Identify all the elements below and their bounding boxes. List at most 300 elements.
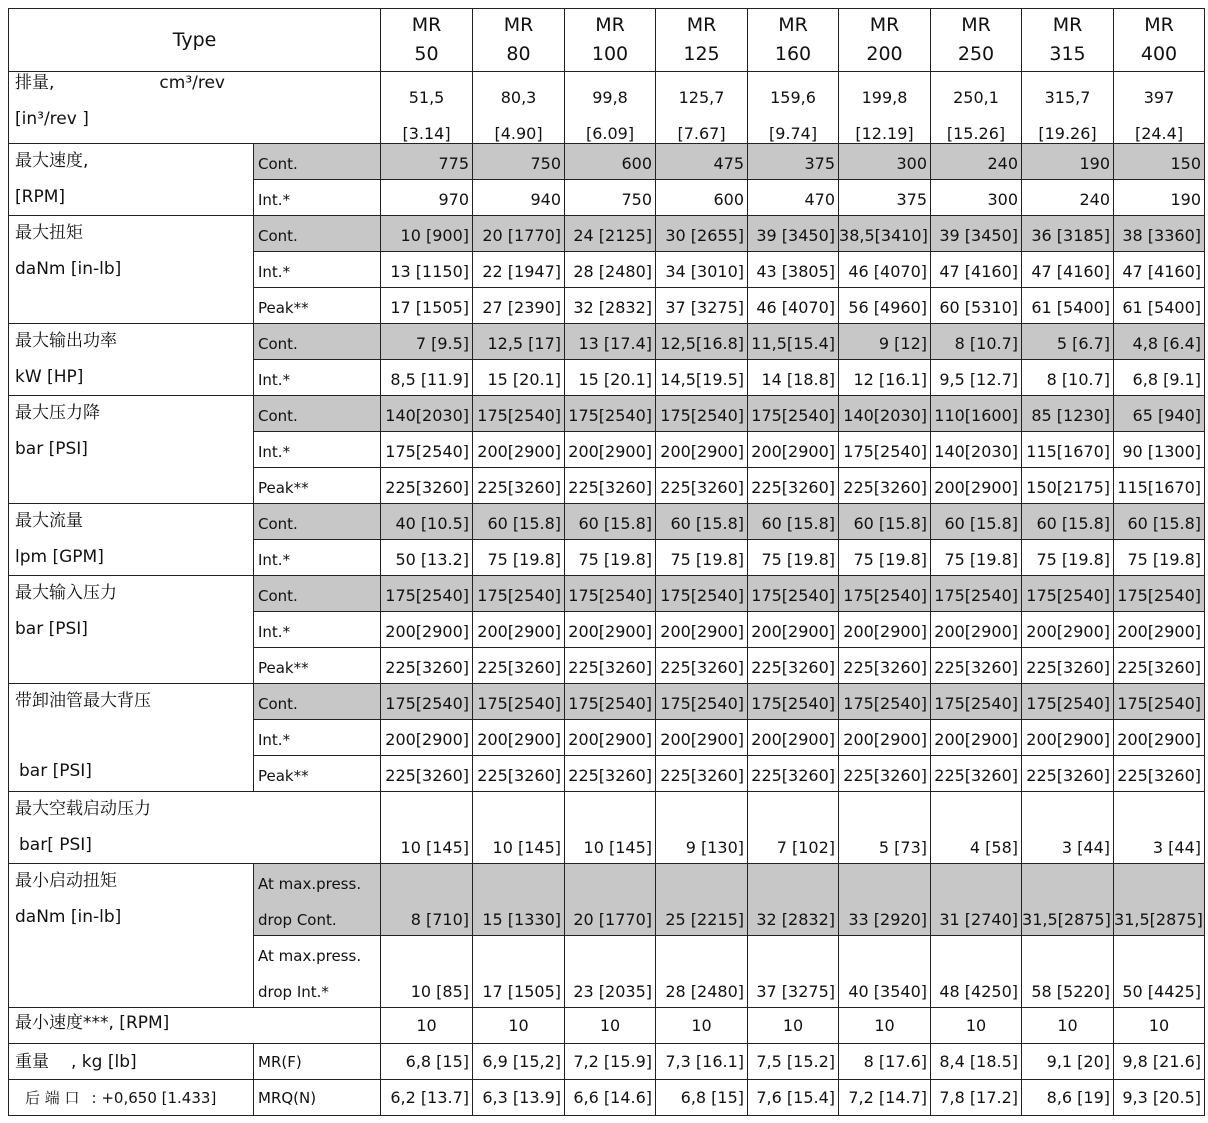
condition-label: Cont. — [254, 576, 381, 612]
value-cell: 175[2540] — [656, 576, 748, 612]
condition-label: Cont. — [254, 324, 381, 360]
value-cell: 225[3260] — [1114, 756, 1205, 792]
value-cell: 225[3260] — [473, 648, 565, 684]
value-cell: 225[3260] — [656, 648, 748, 684]
param-label — [9, 684, 254, 792]
value-cell: 600 — [565, 144, 656, 180]
value-cell: 31,5[2875] — [1114, 864, 1205, 936]
displacement-cell — [656, 72, 748, 144]
value-cell: 200[2900] — [381, 720, 473, 756]
displacement-value-in: [12.19] — [855, 124, 914, 143]
value-cell: 240 — [1022, 180, 1114, 216]
value-cell: 200[2900] — [748, 720, 839, 756]
value-cell: 33 [2920] — [839, 864, 931, 936]
value-cell: 200[2900] — [839, 612, 931, 648]
value-cell: 6,3 [13.9] — [473, 1080, 565, 1116]
param-name: 带卸油管最大背压 — [15, 691, 151, 711]
value-cell: 200[2900] — [565, 720, 656, 756]
value-cell: 10 [85] — [381, 936, 473, 1008]
displacement-label — [9, 72, 381, 144]
value-cell: 10 — [931, 1008, 1022, 1044]
param-label — [9, 396, 254, 504]
condition-label: Cont. — [254, 684, 381, 720]
condition-label: Peak** — [254, 756, 381, 792]
value-cell: 225[3260] — [381, 756, 473, 792]
value-cell: 48 [4250] — [931, 936, 1022, 1008]
value-cell: 14,5[19.5] — [656, 360, 748, 396]
condition-label: Int.* — [254, 360, 381, 396]
value-cell: 175[2540] — [473, 396, 565, 432]
value-cell: 9,5 [12.7] — [931, 360, 1022, 396]
type-header: Type — [9, 9, 381, 72]
rear-port-line — [15, 1089, 253, 1107]
value-cell: 10 — [839, 1008, 931, 1044]
value-cell: 75 [19.8] — [565, 540, 656, 576]
value-cell: 75 [19.8] — [748, 540, 839, 576]
value-cell: 200[2900] — [565, 432, 656, 468]
value-cell: 175[2540] — [1114, 576, 1205, 612]
param-name: 最大输出功率 — [15, 331, 117, 351]
displacement-cell — [931, 72, 1022, 144]
header-row — [9, 9, 1205, 72]
value-cell: 15 [20.1] — [473, 360, 565, 396]
value-cell: 7,2 [14.7] — [839, 1080, 931, 1116]
value-cell: 28 [2480] — [656, 936, 748, 1008]
value-cell: 200[2900] — [931, 612, 1022, 648]
value-cell: 115[1670] — [1022, 432, 1114, 468]
no-load-start-row — [9, 792, 1205, 864]
value-cell: 75 [19.8] — [473, 540, 565, 576]
value-cell: 200[2900] — [1022, 612, 1114, 648]
value-cell: 200[2900] — [931, 720, 1022, 756]
value-cell: 140[2030] — [839, 396, 931, 432]
value-cell: 7,3 [16.1] — [656, 1044, 748, 1080]
model-header — [1114, 9, 1205, 72]
value-cell: 190 — [1114, 180, 1205, 216]
value-cell: 4,8 [6.4] — [1114, 324, 1205, 360]
value-cell: 200[2900] — [473, 432, 565, 468]
value-cell: 225[3260] — [656, 468, 748, 504]
model-prefix: MR — [411, 14, 442, 36]
value-cell: 8 [710] — [381, 864, 473, 936]
value-cell: 175[2540] — [1114, 684, 1205, 720]
value-cell: 32 [2832] — [748, 864, 839, 936]
min-speed-label: 最小速度***, [RPM] — [9, 1008, 381, 1044]
variant-label: MRQ(N) — [254, 1080, 381, 1116]
value-cell: 58 [5220] — [1022, 936, 1114, 1008]
value-cell: 175[2540] — [931, 576, 1022, 612]
value-cell: 37 [3275] — [748, 936, 839, 1008]
value-cell: 10 — [748, 1008, 839, 1044]
value-cell: 200[2900] — [1114, 720, 1205, 756]
value-cell: 46 [4070] — [839, 252, 931, 288]
displacement-value-in: [15.26] — [946, 124, 1006, 143]
param-row — [9, 324, 1205, 360]
value-cell: 50 [13.2] — [381, 540, 473, 576]
value-cell: 6,9 [15,2] — [473, 1044, 565, 1080]
condition-label: Int.* — [254, 432, 381, 468]
model-prefix: MR — [869, 14, 900, 36]
displacement-value: 125,7 — [678, 88, 725, 107]
value-cell: 36 [3185] — [1022, 216, 1114, 252]
value-cell: 13 [1150] — [381, 252, 473, 288]
value-cell: 75 [19.8] — [1022, 540, 1114, 576]
value-cell: 200[2900] — [748, 432, 839, 468]
rear-port-value: : +0,650 [1.433] — [91, 1088, 217, 1107]
value-cell: 34 [3010] — [656, 252, 748, 288]
value-cell: 175[2540] — [565, 396, 656, 432]
value-cell: 200[2900] — [381, 612, 473, 648]
value-cell: 60 [15.8] — [656, 504, 748, 540]
model-header — [565, 9, 656, 72]
displacement-unit: cm³/rev — [159, 73, 225, 93]
value-cell: 475 — [656, 144, 748, 180]
value-cell: 375 — [748, 144, 839, 180]
weight-label — [9, 1080, 254, 1116]
value-cell: 11,5[15.4] — [748, 324, 839, 360]
model-header — [1022, 9, 1114, 72]
param-unit: kW [HP] — [15, 367, 84, 387]
value-cell: 225[3260] — [656, 756, 748, 792]
condition-label — [254, 936, 381, 1008]
value-cell: 200[2900] — [656, 720, 748, 756]
value-cell: 10 [145] — [473, 792, 565, 864]
value-cell: 200[2900] — [839, 720, 931, 756]
value-cell: 30 [2655] — [656, 216, 748, 252]
condition-line1: At max.press. — [258, 947, 362, 965]
value-cell: 60 [15.8] — [1114, 504, 1205, 540]
value-cell: 175[2540] — [839, 432, 931, 468]
model-prefix: MR — [778, 14, 808, 36]
value-cell: 775 — [381, 144, 473, 180]
model-prefix: MR — [961, 14, 991, 36]
model-size: 250 — [957, 43, 995, 65]
value-cell: 60 [15.8] — [1022, 504, 1114, 540]
value-cell: 175[2540] — [381, 684, 473, 720]
value-cell: 40 [10.5] — [381, 504, 473, 540]
value-cell: 8 [10.7] — [1022, 360, 1114, 396]
value-cell: 225[3260] — [748, 648, 839, 684]
displacement-value-in: [24.4] — [1134, 124, 1184, 143]
value-cell: 75 [19.8] — [839, 540, 931, 576]
value-cell: 175[2540] — [931, 684, 1022, 720]
value-cell: 46 [4070] — [748, 288, 839, 324]
param-name: 最大压力降 — [15, 403, 100, 423]
param-unit: [RPM] — [15, 187, 65, 207]
value-cell: 60 [5310] — [931, 288, 1022, 324]
value-cell: 7,8 [17.2] — [931, 1080, 1022, 1116]
value-cell: 7,2 [15.9] — [565, 1044, 656, 1080]
value-cell: 12,5[16.8] — [656, 324, 748, 360]
condition-label: Int.* — [254, 720, 381, 756]
value-cell: 375 — [839, 180, 931, 216]
model-size: 400 — [1140, 43, 1178, 65]
value-cell: 175[2540] — [748, 576, 839, 612]
value-cell: 7 [9.5] — [381, 324, 473, 360]
param-label — [9, 324, 254, 396]
condition-label: Int.* — [254, 540, 381, 576]
displacement-value-in: [19.26] — [1038, 124, 1097, 143]
value-cell: 225[3260] — [839, 648, 931, 684]
value-cell: 970 — [381, 180, 473, 216]
param-unit: daNm [in-lb] — [15, 907, 122, 927]
value-cell: 75 [19.8] — [1114, 540, 1205, 576]
displacement-value: 51,5 — [408, 88, 445, 107]
displacement-label-line1 — [15, 74, 225, 92]
param-unit: lpm [GPM] — [15, 547, 104, 567]
model-size: 315 — [1049, 43, 1086, 65]
value-cell: 10 [145] — [381, 792, 473, 864]
value-cell: 240 — [931, 144, 1022, 180]
value-cell: 6,8 [9.1] — [1114, 360, 1205, 396]
param-label — [9, 504, 254, 576]
model-header — [748, 9, 839, 72]
param-name: 最大速度, — [15, 151, 89, 171]
value-cell: 12,5 [17] — [473, 324, 565, 360]
value-cell: 8 [17.6] — [839, 1044, 931, 1080]
weight-name: 重量 — [15, 1051, 49, 1072]
value-cell: 38,5[3410] — [839, 216, 931, 252]
displacement-cell — [381, 72, 473, 144]
value-cell: 60 [15.8] — [839, 504, 931, 540]
displacement-value: 397 — [1143, 88, 1175, 107]
model-size: 125 — [683, 43, 720, 65]
value-cell: 200[2900] — [1022, 720, 1114, 756]
value-cell: 43 [3805] — [748, 252, 839, 288]
value-cell: 200[2900] — [1114, 612, 1205, 648]
spec-table — [8, 8, 1205, 1116]
value-cell: 225[3260] — [748, 468, 839, 504]
value-cell: 24 [2125] — [565, 216, 656, 252]
value-cell: 225[3260] — [931, 648, 1022, 684]
value-cell: 60 [15.8] — [473, 504, 565, 540]
value-cell: 175[2540] — [381, 576, 473, 612]
value-cell: 10 — [656, 1008, 748, 1044]
value-cell: 225[3260] — [381, 648, 473, 684]
value-cell: 225[3260] — [1114, 648, 1205, 684]
value-cell: 115[1670] — [1114, 468, 1205, 504]
displacement-value: 315,7 — [1044, 88, 1091, 107]
value-cell: 225[3260] — [748, 756, 839, 792]
value-cell: 300 — [839, 144, 931, 180]
value-cell: 225[3260] — [565, 468, 656, 504]
model-prefix: MR — [595, 14, 625, 36]
value-cell: 10 — [473, 1008, 565, 1044]
displacement-value-in: [7.67] — [677, 124, 726, 143]
value-cell: 200[2900] — [748, 612, 839, 648]
value-cell: 40 [3540] — [839, 936, 931, 1008]
value-cell: 5 [73] — [839, 792, 931, 864]
value-cell: 140[2030] — [381, 396, 473, 432]
value-cell: 150[2175] — [1022, 468, 1114, 504]
value-cell: 65 [940] — [1114, 396, 1205, 432]
value-cell: 8,5 [11.9] — [381, 360, 473, 396]
value-cell: 61 [5400] — [1022, 288, 1114, 324]
displacement-value: 80,3 — [500, 88, 537, 107]
param-unit: bar [PSI] — [15, 439, 88, 459]
value-cell: 175[2540] — [839, 684, 931, 720]
value-cell: 27 [2390] — [473, 288, 565, 324]
value-cell: 60 [15.8] — [565, 504, 656, 540]
param-row — [9, 576, 1205, 612]
value-cell: 10 — [565, 1008, 656, 1044]
value-cell: 15 [1330] — [473, 864, 565, 936]
value-cell: 12 [16.1] — [839, 360, 931, 396]
value-cell: 61 [5400] — [1114, 288, 1205, 324]
displacement-value-in: [9.74] — [768, 124, 818, 143]
model-size: 100 — [591, 43, 629, 65]
value-cell: 175[2540] — [1022, 684, 1114, 720]
value-cell: 20 [1770] — [565, 864, 656, 936]
value-cell: 175[2540] — [473, 576, 565, 612]
displacement-cell — [1022, 72, 1114, 144]
value-cell: 175[2540] — [473, 684, 565, 720]
displacement-value: 250,1 — [953, 88, 999, 107]
value-cell: 750 — [565, 180, 656, 216]
param-row — [9, 144, 1205, 180]
value-cell: 225[3260] — [1022, 756, 1114, 792]
value-cell: 10 — [1114, 1008, 1205, 1044]
param-row — [9, 504, 1205, 540]
value-cell: 6,8 [15] — [656, 1080, 748, 1116]
value-cell: 110[1600] — [931, 396, 1022, 432]
weight-label — [9, 1044, 254, 1080]
value-cell: 25 [2215] — [656, 864, 748, 936]
value-cell: 470 — [748, 180, 839, 216]
param-unit: daNm [in-lb] — [15, 259, 122, 279]
value-cell: 750 — [473, 144, 565, 180]
value-cell: 225[3260] — [1022, 648, 1114, 684]
value-cell: 300 — [931, 180, 1022, 216]
value-cell: 190 — [1022, 144, 1114, 180]
param-name: 最大流量 — [15, 511, 83, 531]
condition-line2: drop Cont. — [258, 911, 337, 929]
model-prefix: MR — [686, 14, 717, 36]
displacement-cell — [839, 72, 931, 144]
value-cell: 8 [10.7] — [931, 324, 1022, 360]
value-cell: 9 [130] — [656, 792, 748, 864]
value-cell: 32 [2832] — [565, 288, 656, 324]
value-cell: 9,8 [21.6] — [1114, 1044, 1205, 1080]
condition-label: Int.* — [254, 180, 381, 216]
value-cell: 225[3260] — [565, 756, 656, 792]
displacement-value: 99,8 — [592, 88, 628, 107]
value-cell: 13 [17.4] — [565, 324, 656, 360]
value-cell: 9,3 [20.5] — [1114, 1080, 1205, 1116]
value-cell: 75 [19.8] — [931, 540, 1022, 576]
param-name: 最大输入压力 — [15, 583, 117, 603]
displacement-name: 排量, — [15, 73, 55, 93]
condition-line2: drop Int.* — [258, 983, 329, 1001]
param-name: 最大空载启动压力 — [15, 799, 151, 819]
value-cell: 225[3260] — [931, 756, 1022, 792]
value-cell: 150 — [1114, 144, 1205, 180]
value-cell: 14 [18.8] — [748, 360, 839, 396]
value-cell: 8,6 [19] — [1022, 1080, 1114, 1116]
value-cell: 20 [1770] — [473, 216, 565, 252]
value-cell: 175[2540] — [1022, 576, 1114, 612]
value-cell: 47 [4160] — [1022, 252, 1114, 288]
value-cell: 38 [3360] — [1114, 216, 1205, 252]
model-prefix: MR — [503, 14, 534, 36]
value-cell: 175[2540] — [381, 432, 473, 468]
value-cell: 5 [6.7] — [1022, 324, 1114, 360]
model-header — [839, 9, 931, 72]
value-cell: 17 [1505] — [473, 936, 565, 1008]
displacement-cell — [473, 72, 565, 144]
model-size: 80 — [506, 43, 531, 65]
value-cell: 175[2540] — [565, 576, 656, 612]
model-header — [931, 9, 1022, 72]
model-header — [656, 9, 748, 72]
value-cell: 85 [1230] — [1022, 396, 1114, 432]
value-cell: 39 [3450] — [931, 216, 1022, 252]
value-cell: 200[2900] — [656, 612, 748, 648]
value-cell: 50 [4425] — [1114, 936, 1205, 1008]
model-prefix: MR — [1144, 14, 1174, 36]
model-header — [473, 9, 565, 72]
value-cell: 6,8 [15] — [381, 1044, 473, 1080]
displacement-value-in: [4.90] — [494, 124, 543, 143]
displacement-cell — [565, 72, 656, 144]
value-cell: 3 [44] — [1114, 792, 1205, 864]
weight-row — [9, 1044, 1205, 1080]
value-cell: 90 [1300] — [1114, 432, 1205, 468]
param-unit: bar[ PSI] — [19, 835, 92, 855]
value-cell: 200[2900] — [473, 720, 565, 756]
displacement-cell — [748, 72, 839, 144]
variant-label: MR(F) — [254, 1044, 381, 1080]
condition-label: Int.* — [254, 612, 381, 648]
displacement-value: 199,8 — [861, 88, 908, 107]
value-cell: 175[2540] — [565, 684, 656, 720]
value-cell: 8,4 [18.5] — [931, 1044, 1022, 1080]
value-cell: 10 [900] — [381, 216, 473, 252]
value-cell: 75 [19.8] — [656, 540, 748, 576]
value-cell: 37 [3275] — [656, 288, 748, 324]
value-cell: 6,6 [14.6] — [565, 1080, 656, 1116]
value-cell: 175[2540] — [656, 396, 748, 432]
condition-label — [254, 864, 381, 936]
value-cell: 3 [44] — [1022, 792, 1114, 864]
value-cell: 47 [4160] — [1114, 252, 1205, 288]
value-cell: 60 [15.8] — [748, 504, 839, 540]
condition-label: Int.* — [254, 252, 381, 288]
value-cell: 225[3260] — [839, 756, 931, 792]
param-label — [9, 216, 254, 324]
value-cell: 60 [15.8] — [931, 504, 1022, 540]
condition-line1: At max.press. — [258, 875, 362, 893]
value-cell: 9,1 [20] — [1022, 1044, 1114, 1080]
value-cell: 225[3260] — [473, 468, 565, 504]
value-cell: 200[2900] — [656, 432, 748, 468]
value-cell: 9 [12] — [839, 324, 931, 360]
value-cell: 17 [1505] — [381, 288, 473, 324]
condition-label: Cont. — [254, 216, 381, 252]
value-cell: 175[2540] — [656, 684, 748, 720]
value-cell: 225[3260] — [473, 756, 565, 792]
value-cell: 7 [102] — [748, 792, 839, 864]
value-cell: 175[2540] — [748, 684, 839, 720]
displacement-unit-in: [in³/rev ] — [15, 109, 89, 129]
value-cell: 10 [145] — [565, 792, 656, 864]
no-load-start-label — [9, 792, 381, 864]
displacement-cell — [1114, 72, 1205, 144]
param-row — [9, 864, 1205, 936]
value-cell: 56 [4960] — [839, 288, 931, 324]
value-cell: 600 — [656, 180, 748, 216]
model-size: 160 — [774, 43, 812, 65]
